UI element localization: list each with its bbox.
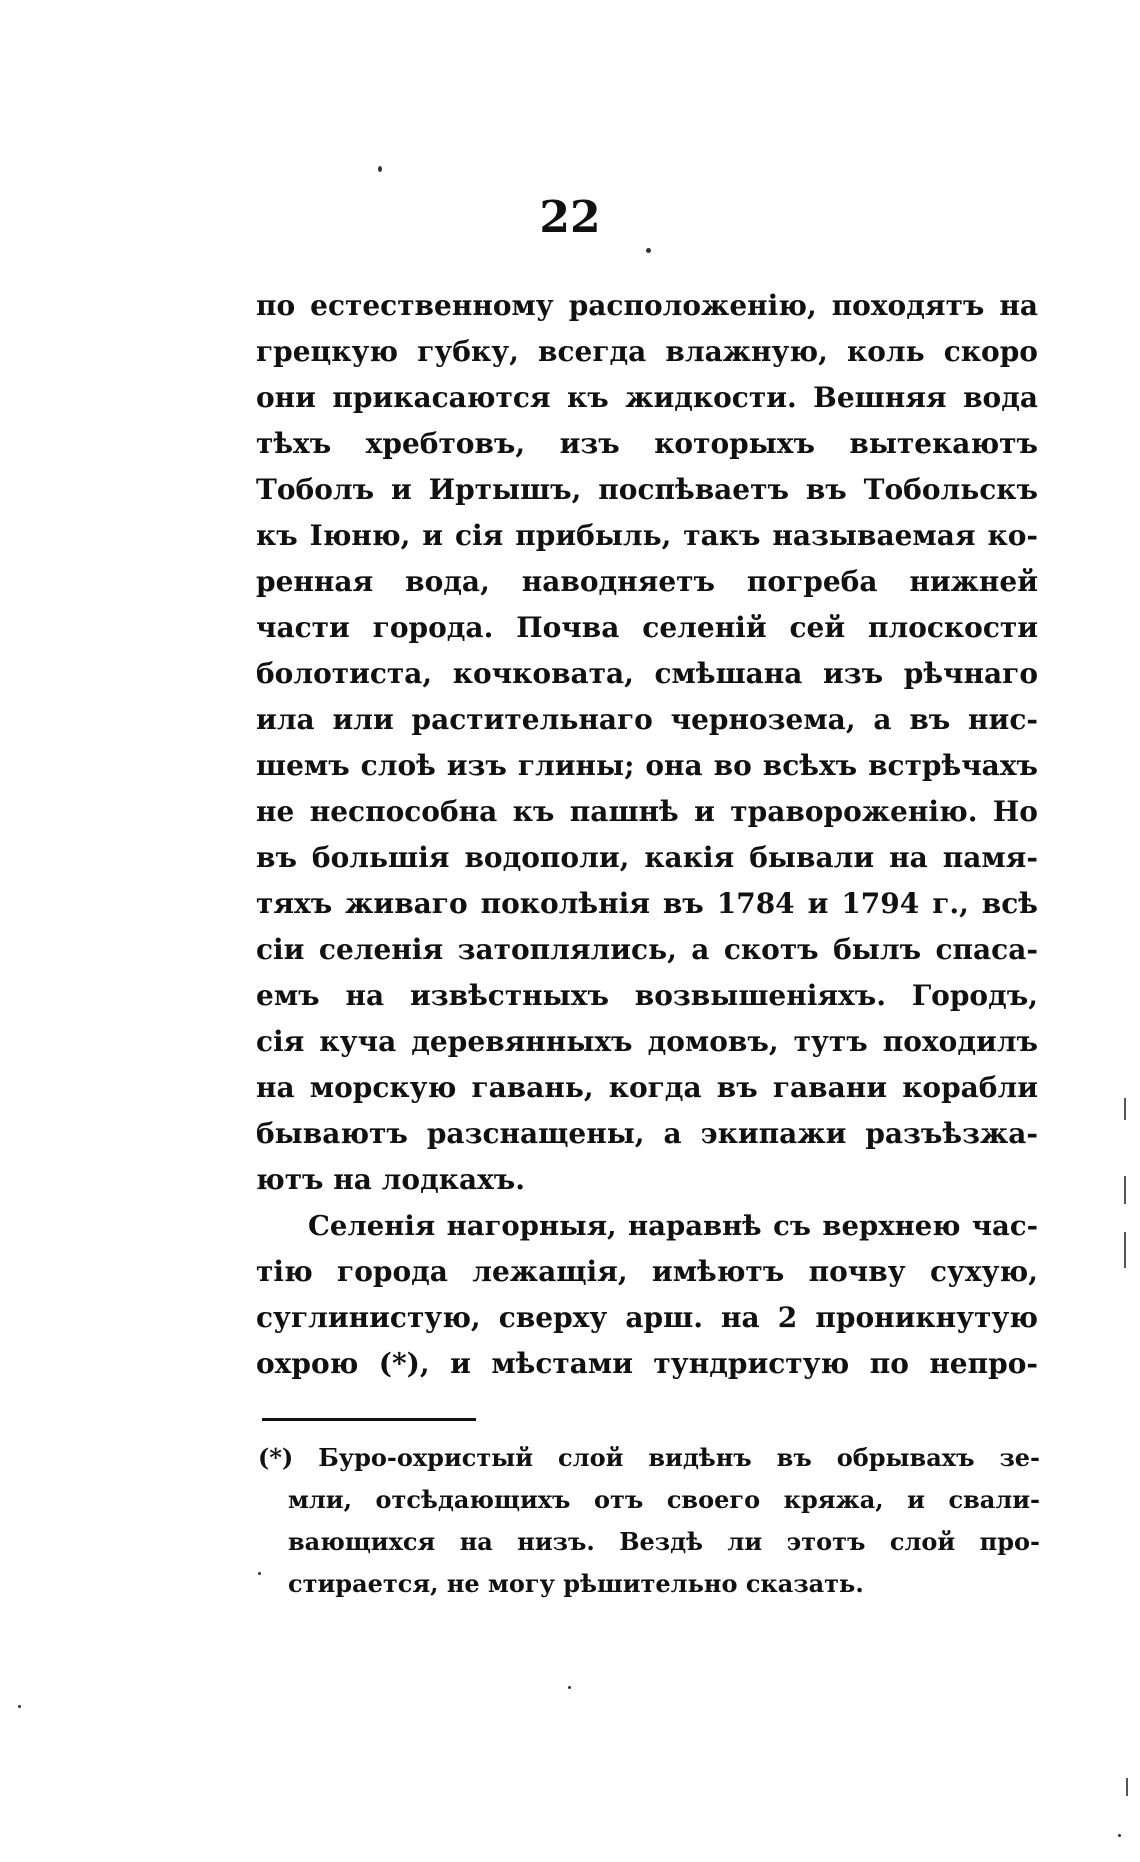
footnote-line: мли, отсѣдающихъ отъ своего кряжа, и свали- [288, 1485, 1040, 1514]
text-line: охрою (*), и мѣстами тундристую по непро- [256, 1347, 1038, 1380]
text-line: емъ на извѣстныхъ возвышеніяхъ. Городъ, [256, 979, 1038, 1012]
text-line: ила или растительнаго чернозема, а въ нис- [256, 703, 1038, 736]
margin-mark [1124, 1232, 1126, 1268]
text-line: шемъ слоѣ изъ глины; она во всѣхъ встрѣчахъ [256, 749, 1038, 782]
text-line: тѣхъ хребтовъ, изъ которыхъ вытекаютъ [256, 427, 1038, 460]
footnote-line: (*) Буро-охристый слой видѣнъ въ обрывахъ зе- [258, 1443, 1040, 1472]
text-line: въ большія водополи, какія бывали на памя- [256, 841, 1038, 874]
text-line: сія куча деревянныхъ домовъ, тутъ походилъ [256, 1025, 1038, 1058]
text-line: тяхъ живаго поколѣнія въ 1784 и 1794 г., всѣ [256, 887, 1038, 920]
margin-mark [1124, 1176, 1126, 1204]
text-line: къ Іюню, и сія прибыль, такъ называемая ко- [256, 519, 1038, 552]
footnote-rule [262, 1418, 476, 1421]
text-line: сіи селенія затоплялись, а скотъ былъ спаса- [256, 933, 1038, 966]
text-line: Селенія нагорныя, наравнѣ съ верхнею час- [308, 1210, 1038, 1242]
text-line: Тоболъ и Иртышъ, поспѣваетъ въ Тобольскъ [256, 473, 1038, 506]
text-line: части города. Почва селеній сей плоскости [256, 611, 1038, 644]
footnote [258, 1437, 1040, 1605]
print-speck [258, 1572, 261, 1575]
margin-mark [1124, 1098, 1126, 1120]
footnote-line: вающихся на низъ. Вездѣ ли этотъ слой про- [288, 1527, 1040, 1556]
text-line: ютъ на лодкахъ. [256, 1163, 526, 1196]
text-line: суглинистую, сверху арш. на 2 проникнутую [256, 1301, 1038, 1334]
text-line: они прикасаются къ жидкости. Вешняя вода [256, 381, 1038, 414]
print-speck [1118, 1834, 1121, 1837]
print-speck [18, 1705, 21, 1708]
text-line: по естественному расположенію, походятъ на [256, 289, 1038, 322]
text-line: болотиста, кочковата, смѣшана изъ рѣчнаго [256, 657, 1038, 690]
text-line: бываютъ разснащены, а экипажи разъѣзжа- [256, 1117, 1038, 1150]
text-line: ренная вода, наводняетъ погреба нижней [256, 565, 1038, 598]
print-speck [646, 248, 651, 253]
text-line: тію города лежащія, имѣютъ почву сухую, [256, 1255, 1038, 1288]
footnote-line: стирается, не могу рѣшительно сказать. [288, 1569, 864, 1598]
body-text [256, 283, 1038, 1387]
text-line: на морскую гавань, когда въ гавани корабли [256, 1071, 1038, 1104]
page-number: 22 [539, 192, 601, 243]
text-line: грецкую губку, всегда влажную, коль скоро [256, 335, 1038, 368]
text-line: не неспособна къ пашнѣ и травороженію. Но [256, 795, 1038, 828]
print-speck [378, 166, 382, 172]
print-speck [568, 1686, 571, 1689]
margin-mark [1126, 1778, 1128, 1796]
